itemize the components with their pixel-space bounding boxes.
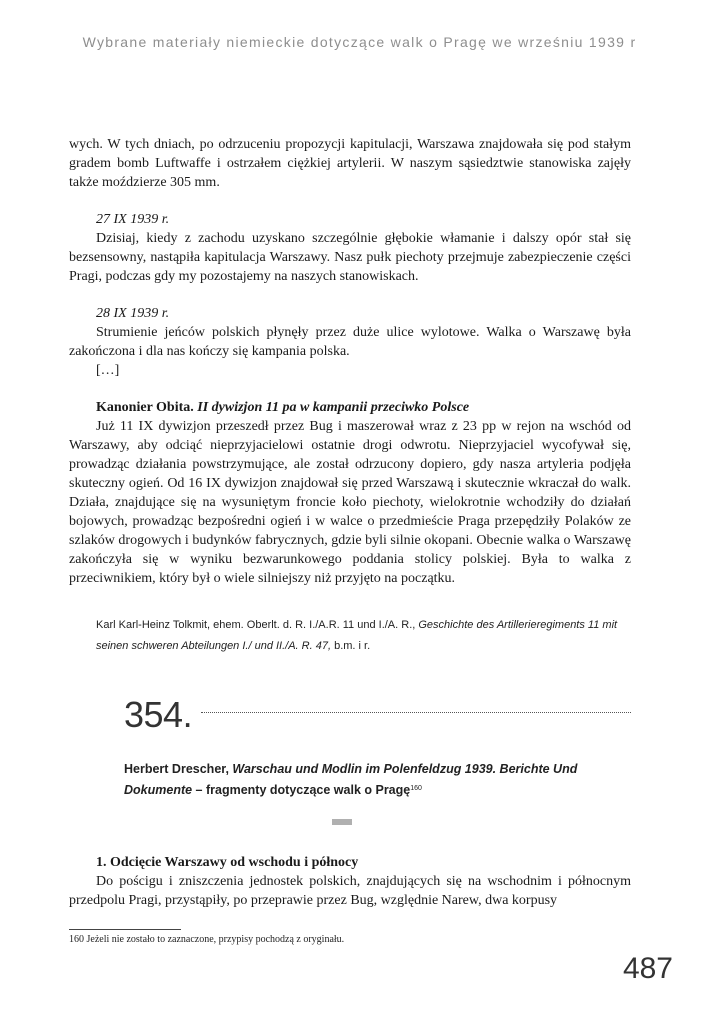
footnote-rule (69, 929, 181, 930)
source-prefix: Karl Karl-Heinz Tolkmit, ehem. Oberlt. d. R. I./A.R. 11 und I./A. R., (96, 619, 419, 631)
page-number: 487 (622, 952, 673, 985)
footnote-ref: 160 (410, 785, 422, 792)
paragraph: Strumienie jeńców polskich płynęły przez duże ulice wylotowe. Walka o Warszawę była zakończona i dla nas kończy się kampania polska. (69, 325, 631, 359)
source-title: Geschichte des Artillerieregiments 11 mit seinen schweren Abteilungen I./ und II./A. R. 47, (96, 619, 618, 652)
document-author: Herbert Drescher, (124, 762, 233, 776)
entry-date: 28 IX 1939 r. (96, 306, 170, 321)
source-suffix: b.m. i r. (331, 640, 371, 652)
account-title: II dywizjon 11 pa w kampanii przeciwko Polsce (197, 400, 470, 415)
paragraph: Już 11 IX dywizjon przeszedł przez Bug i maszerował wraz z 23 pp w rejon na wschód od Warszawy, aby odciąć nieprzyjacielowi ostatnie drogi odwrotu. Nieprzyjaciel wycofywał się, prowadząc działania powstrzymujące, ale został odrzucony dopiero, gdy nasza artyleria podjęła skuteczny ogień. Od 16 IX dywizjon znajdował się przed Warszawą i skutecznie wkraczał do walk. Działa, znajdujące się na wysuniętym froncie koło piechoty, wielokrotnie wchodziły do działań bojowych, prowadząc bezpośredni ogień i w walce o przedmieście Praga przepędziły Polaków ze szlaków drogowych i budynków fabrycznych, gdzie byli silnie okopani. Obecnie walka o Warszawę zakończyła się w wyniku bezwarunkowego poddania stolicy polskiej. Była to walka z przeciwnikiem, który był o wiele silniejszy niż przyjęto na początku. (69, 419, 631, 586)
ellipsis: […] (96, 363, 120, 378)
paragraph: wych. W tych dniach, po odrzuceniu propozycji kapitulacji, Warszawa znajdowała się pod stałym gradem bomb Luftwaffe i ostrzałem ciężkiej artylerii. W naszym sąsiedztwie stanowiska zajęły także moździerze 305 mm. (69, 137, 631, 190)
document-title-suffix: – fragmenty dotyczące walk o Pragę (192, 783, 411, 797)
section (69, 853, 631, 910)
account-heading (69, 398, 631, 417)
document-number: 354. (124, 694, 193, 735)
account-author: Kanonier Obita. (96, 400, 194, 415)
section-heading: 1. Odcięcie Warszawy od wschodu i północy (96, 855, 359, 870)
paragraph: Do pościgu i zniszczenia jednostek polskich, znajdujących się na wschodnim i północnym przedpolu Pragi, przystąpiły, po przeprawie przez Bug, względnie Narew, dwa korpusy (69, 874, 631, 908)
footnote: 160 Jeżeli nie zostało to zaznaczone, przypisy pochodzą z oryginału. (69, 934, 345, 945)
entry-date: 27 IX 1939 r. (96, 212, 170, 227)
running-header: Wybrane materiały niemieckie dotyczące walk o Pragę we wrześniu 1939 r (82, 34, 637, 50)
main-text (69, 135, 631, 588)
separator-mark (332, 819, 352, 825)
source-citation (96, 615, 636, 657)
document-book-title: Warschau und Modlin im Polenfeldzug 1939. Berichte Und Dokumente (124, 762, 578, 797)
paragraph: Dzisiaj, kiedy z zachodu uzyskano szczególnie głębokie włamanie i dalszy opór stał się bezsensowny, nastąpiła kapitulacja Warszawy. Nasz pułk piechoty przejmuje zabezpieczenie części Pragi, podczas gdy my pozostajemy na naszych stanowiskach. (69, 231, 631, 284)
dot-leader (201, 712, 631, 713)
document-title (124, 759, 644, 801)
